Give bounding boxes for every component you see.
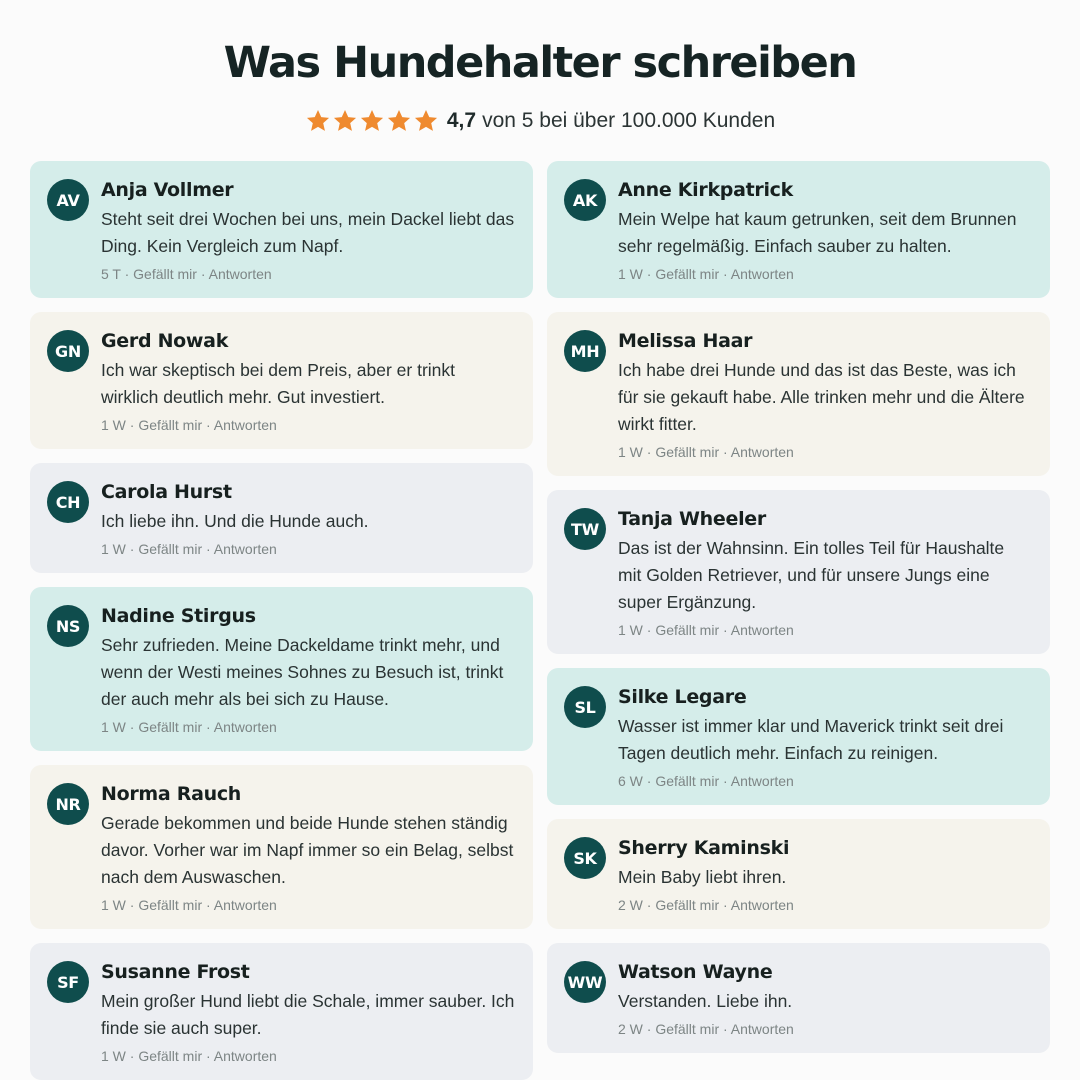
review-card [547, 943, 1050, 1053]
avatar: AK [564, 179, 606, 221]
review-text: Steht seit drei Wochen bei uns, mein Dackel liebt das Ding. Kein Vergleich zum Napf. [101, 209, 515, 256]
avatar: GN [47, 330, 89, 372]
review-text: Ich habe drei Hunde und das ist das Beste, was ich für sie gekauft habe. Alle trinken mehr und die Ältere wirkt fitter. [618, 360, 1025, 434]
reviewer-name: Norma Rauch [101, 783, 242, 805]
rating-summary [0, 108, 1080, 134]
review-meta[interactable]: 1 W · Gefällt mir · Antworten [101, 541, 277, 557]
review-card [547, 312, 1050, 476]
review-text: Ich liebe ihn. Und die Hunde auch. [101, 511, 369, 531]
review-meta[interactable]: 2 W · Gefällt mir · Antworten [618, 1021, 794, 1037]
star-rating [305, 108, 439, 134]
review-text: Mein Welpe hat kaum getrunken, seit dem Brunnen sehr regelmäßig. Einfach sauber zu halten. [618, 209, 1017, 256]
review-meta[interactable]: 1 W · Gefällt mir · Antworten [618, 266, 794, 282]
review-card [30, 587, 533, 751]
page-title: Was Hundehalter schreiben [223, 38, 857, 88]
review-card [547, 161, 1050, 298]
avatar: MH [564, 330, 606, 372]
review-meta[interactable]: 2 W · Gefällt mir · Antworten [618, 897, 794, 913]
review-column-left [30, 161, 533, 1080]
avatar: CH [47, 481, 89, 523]
star-icon [332, 108, 358, 134]
reviewer-name: Anne Kirkpatrick [618, 179, 793, 201]
review-column-right [547, 161, 1050, 1053]
avatar: WW [564, 961, 606, 1003]
rating-text: von 5 bei über 100.000 Kunden [482, 109, 776, 132]
reviewer-name: Anja Vollmer [101, 179, 234, 201]
review-text: Gerade bekommen und beide Hunde stehen ständig davor. Vorher war im Napf immer so ein Belag, selbst nach dem Auswaschen. [101, 813, 514, 887]
review-text: Mein Baby liebt ihren. [618, 867, 787, 887]
reviewer-name: Watson Wayne [618, 961, 773, 983]
review-meta[interactable]: 1 W · Gefällt mir · Antworten [101, 719, 277, 735]
avatar: NR [47, 783, 89, 825]
reviewer-name: Silke Legare [618, 686, 747, 708]
star-icon [386, 108, 412, 134]
review-text: Mein großer Hund liebt die Schale, immer sauber. Ich finde sie auch super. [101, 991, 515, 1038]
review-meta[interactable]: 6 W · Gefällt mir · Antworten [618, 773, 794, 789]
review-card [547, 819, 1050, 929]
review-text: Verstanden. Liebe ihn. [618, 991, 793, 1011]
review-card [30, 765, 533, 929]
review-card [30, 463, 533, 573]
review-meta[interactable]: 5 T · Gefällt mir · Antworten [101, 266, 272, 282]
avatar: SF [47, 961, 89, 1003]
star-icon [413, 108, 439, 134]
review-meta[interactable]: 1 W · Gefällt mir · Antworten [101, 897, 277, 913]
star-icon [359, 108, 385, 134]
reviewer-name: Melissa Haar [618, 330, 753, 352]
review-card [547, 668, 1050, 805]
reviewer-name: Nadine Stirgus [101, 605, 256, 627]
rating-score: 4,7 [446, 109, 477, 132]
avatar: AV [47, 179, 89, 221]
avatar: SL [564, 686, 606, 728]
review-text: Wasser ist immer klar und Maverick trinkt seit drei Tagen deutlich mehr. Einfach zu reinigen. [618, 716, 1004, 763]
reviewer-name: Gerd Nowak [101, 330, 229, 352]
review-card [30, 943, 533, 1080]
review-text: Sehr zufrieden. Meine Dackeldame trinkt mehr, und wenn der Westi meines Sohnes zu Besuch ist, trinkt der auch mehr als bei sich zu Hause. [101, 635, 504, 709]
review-card [30, 161, 533, 298]
review-text: Das ist der Wahnsinn. Ein tolles Teil für Haushalte mit Golden Retriever, und für unsere Jungs eine super Ergänzung. [618, 538, 1005, 612]
reviewer-name: Sherry Kaminski [618, 837, 790, 859]
reviewer-name: Susanne Frost [101, 961, 250, 983]
review-card [547, 490, 1050, 654]
reviewer-name: Carola Hurst [101, 481, 232, 503]
review-meta[interactable]: 1 W · Gefällt mir · Antworten [618, 622, 794, 638]
reviewer-name: Tanja Wheeler [618, 508, 766, 530]
review-meta[interactable]: 1 W · Gefällt mir · Antworten [101, 417, 277, 433]
avatar: TW [564, 508, 606, 550]
review-meta[interactable]: 1 W · Gefällt mir · Antworten [101, 1048, 277, 1064]
avatar: NS [47, 605, 89, 647]
review-meta[interactable]: 1 W · Gefällt mir · Antworten [618, 444, 794, 460]
review-card [30, 312, 533, 449]
avatar: SK [564, 837, 606, 879]
star-icon [305, 108, 331, 134]
review-text: Ich war skeptisch bei dem Preis, aber er trinkt wirklich deutlich mehr. Gut investiert. [101, 360, 456, 407]
